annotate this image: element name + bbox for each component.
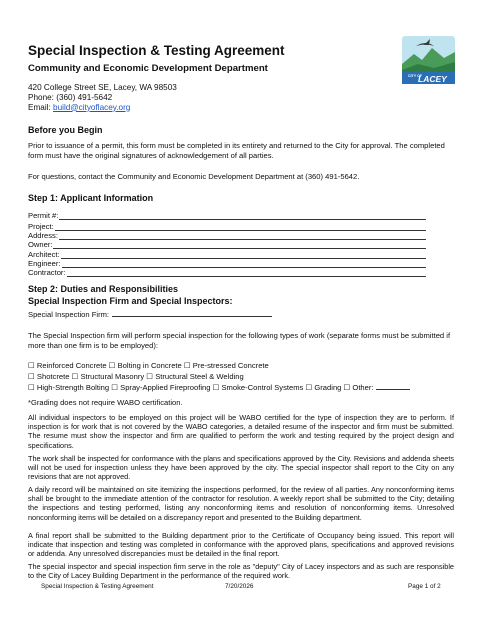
other-line[interactable] <box>376 383 410 390</box>
phone-line: Phone: (360) 491-5642 <box>28 92 113 102</box>
field-line[interactable] <box>59 212 426 220</box>
footer-title: Special Inspection & Testing Agreement <box>41 583 154 590</box>
wabo-paragraph: All individual inspectors to be employed on this project will be WABO certified for the type of inspection they are to perform. If inspection is for work that is not covered by the WABO categories, a detailed resume of the inspector and firm must be submitted. The resume must show the inspector and firm are qualified to perform the work and testing required by the project design and specifications. <box>28 413 454 450</box>
owner-field[interactable] <box>28 239 426 249</box>
before-heading: Before you Begin <box>28 125 103 135</box>
department-name: Community and Economic Development Department <box>28 63 268 74</box>
before-paragraph-1: Prior to issuance of a permit, this form must be completed in its entirety and returned to the City for approval. The completed form must have the original signatures of acknowledgement of all parties. <box>28 141 445 160</box>
checkbox-row-1[interactable]: ☐ Reinforced Concrete ☐ Bolting in Concrete ☐ Pre-stressed Concrete <box>28 361 269 370</box>
field-label: Permit #: <box>28 211 59 220</box>
field-line[interactable] <box>67 269 426 277</box>
footer-date: 7/20/2026 <box>225 583 254 590</box>
field-label: Owner: <box>28 240 53 249</box>
contact-block <box>28 83 177 112</box>
step1-heading: Step 1: Applicant Information <box>28 193 154 203</box>
checkbox-row-3-text[interactable]: ☐ High-Strength Bolting ☐ Spray-Applied Fireproofing ☐ Smoke-Control Systems ☐ Grading ☐ Other: <box>28 383 374 392</box>
final-report-paragraph: A final report shall be submitted to the Building department prior to the Certificate of Occupancy being issued. This report will indicate that inspection and testing was completed in conformance with the approved plans, specifications and approved revisions or addenda. Any unresolved discrepancies must be detailed in the final report. <box>28 531 454 559</box>
field-label: Architect: <box>28 250 60 259</box>
logo-name-text: LACEY <box>418 74 447 84</box>
field-label: Project: <box>28 222 54 231</box>
email-line <box>28 103 177 113</box>
firm-label: Special Inspection Firm: <box>28 310 110 319</box>
address-line: 420 College Street SE, Lacey, WA 98503 <box>28 83 177 92</box>
firm-line[interactable] <box>112 309 272 317</box>
grading-note: *Grading does not require WABO certification. <box>28 398 183 407</box>
deputy-paragraph: The special inspector and special inspection firm serve in the role as "deputy" City of Lacey inspectors and as such are responsible to the City of Lacey Building Department in the performance of the required work. <box>28 562 454 581</box>
footer-page: Page 1 of 2 <box>408 583 441 590</box>
before-paragraph-2: For questions, contact the Community and Economic Development Department at (360) 491-5642. <box>28 172 360 181</box>
document-title: Special Inspection & Testing Agreement <box>28 43 285 58</box>
email-label: Email: <box>28 102 51 112</box>
step2-subheading: Special Inspection Firm and Special Inspectors: <box>28 296 233 306</box>
email-link[interactable]: build@cityoflacey.org <box>53 102 131 112</box>
field-label: Engineer: <box>28 259 61 268</box>
permit-field[interactable] <box>28 210 426 220</box>
special-inspection-firm-field[interactable] <box>28 309 454 320</box>
field-line[interactable] <box>53 241 426 249</box>
checkbox-row-3[interactable] <box>28 383 454 393</box>
field-label: Contractor: <box>28 268 66 277</box>
logo-small-text: CITY OF <box>408 74 423 78</box>
step2-heading: Step 2: Duties and Responsibilities <box>28 284 179 294</box>
inspection-intro: The Special Inspection firm will perform special inspection for the following types of work (separate forms must be submitted if more than one firm is to be employed): <box>28 331 451 350</box>
daily-record-paragraph: A daily record will be maintained on site itemizing the inspections performed, for the review of all parties. Any nonconforming items shall be brought to the immediate attention of the contractor for resolution. A weekly report shall be submitted to the City; detailing the inspections and testing performed, listing any nonconforming items and resolution of nonconforming items. Unresolved nonconforming items will be detailed on a discrepancy report and presented to the Building department. <box>28 485 454 522</box>
contractor-field[interactable] <box>28 267 426 277</box>
field-label: Address: <box>28 231 58 240</box>
city-of-lacey-logo <box>400 34 457 86</box>
work-inspection-paragraph: The work shall be inspected for conformance with the plans and specifications approved by the City. Revisions and addenda sheets will not be used for inspection unless they have been approved by the city. The special inspector shall report to the City on any revisions that are not approved. <box>28 454 454 482</box>
checkbox-row-2[interactable]: ☐ Shotcrete ☐ Structural Masonry ☐ Structural Steel & Welding <box>28 372 244 381</box>
